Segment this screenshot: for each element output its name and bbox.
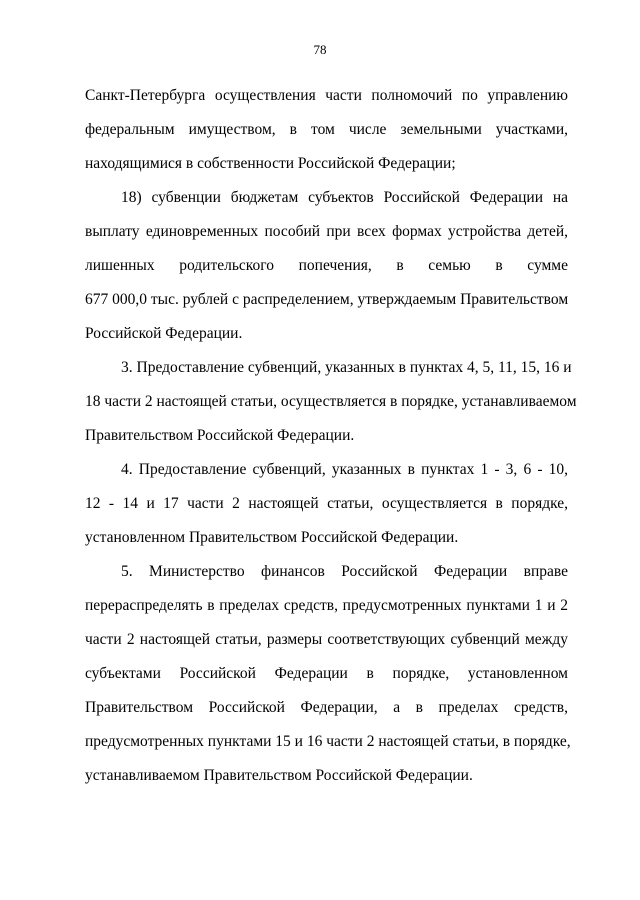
text-line: федеральным имуществом, в том числе земельными участками, [85, 121, 568, 138]
text-line: 18) субвенции бюджетам субъектов Российской Федерации на [121, 189, 568, 206]
text-line: субъектами Российской Федерации в порядке, установленном [85, 665, 568, 682]
text-line: 4. Предоставление субвенций, указанных в пунктах 1 - 3, 6 - 10, [121, 461, 568, 478]
text-line: 18 части 2 настоящей статьи, осуществляется в порядке, устанавливаемом [85, 393, 577, 410]
text-line: находящимися в собственности Российской Федерации; [85, 155, 456, 172]
page-number: 78 [313, 42, 327, 57]
text-line: 5. Министерство финансов Российской Федерации вправе [121, 563, 568, 580]
text-line: 677 000,0 тыс. рублей с распределением, утверждаемым Правительством [85, 291, 569, 308]
text-line: Правительством Российской Федерации, а в пределах средств, [85, 699, 568, 716]
paragraph-continuation [85, 82, 568, 184]
text-line: лишенных родительского попечения, в семью в сумме [85, 257, 568, 274]
document-body [85, 82, 577, 796]
text-line: 12 - 14 и 17 части 2 настоящей статьи, осуществляется в порядке, [85, 495, 568, 512]
paragraph-item-18 [85, 184, 568, 354]
text-line: выплату единовременных пособий при всех формах устройства детей, [85, 223, 568, 240]
text-line: перераспределять в пределах средств, предусмотренных пунктами 1 и 2 [85, 597, 568, 614]
text-line: установленном Правительством Российской Федерации. [85, 529, 459, 546]
text-line: Российской Федерации. [85, 325, 243, 342]
text-line: устанавливаемом Правительством Российской Федерации. [85, 767, 473, 784]
paragraph-clause-4 [85, 456, 568, 558]
text-line: Правительством Российской Федерации. [85, 427, 355, 444]
text-line: Санкт-Петербурга осуществления части полномочий по управлению [85, 87, 568, 104]
paragraph-clause-5 [85, 558, 571, 796]
text-line: части 2 настоящей статьи, размеры соответствующих субвенций между [85, 631, 568, 648]
text-line: 3. Предоставление субвенций, указанных в пунктах 4, 5, 11, 15, 16 и [121, 359, 572, 376]
text-line: предусмотренных пунктами 15 и 16 части 2 настоящей статьи, в порядке, [85, 733, 571, 750]
paragraph-clause-3 [85, 354, 577, 456]
